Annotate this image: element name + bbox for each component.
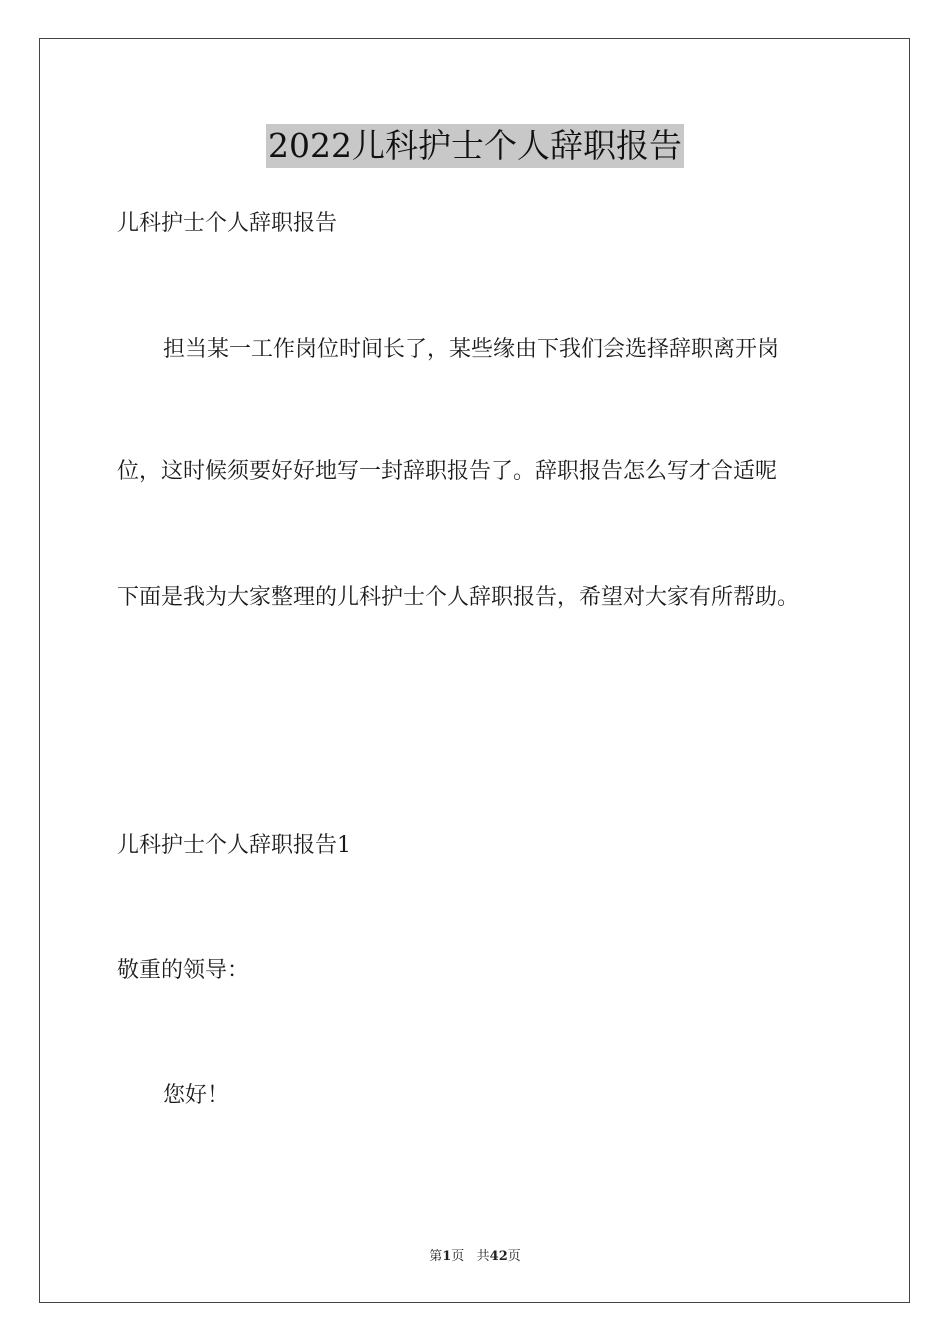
intro-line-2: 位，这时候须要好好地写一封辞职报告了。辞职报告怎么写才合适呢 <box>117 459 778 484</box>
intro-line-3: 下面是我为大家整理的儿科护士个人辞职报告，希望对大家有所帮助。 <box>117 585 800 610</box>
greeting: 您好！ <box>163 1083 230 1108</box>
title-container <box>0 124 950 168</box>
footer-total-pages: 42 <box>489 1249 508 1264</box>
footer-current-page: 1 <box>442 1249 452 1264</box>
footer-page-prefix: 第 <box>429 1249 443 1264</box>
salutation: 敬重的领导： <box>117 958 250 983</box>
document-title: 2022儿科护士个人辞职报告 <box>266 124 684 168</box>
page-footer <box>0 1248 950 1266</box>
document-subtitle: 儿科护士个人辞职报告 <box>117 211 338 236</box>
intro-line-1: 担当某一工作岗位时间长了，某些缘由下我们会选择辞职离开岗 <box>163 337 780 362</box>
footer-page-suffix: 页 <box>507 1249 521 1264</box>
footer-page-mid: 页 共 <box>451 1249 490 1264</box>
section-heading: 儿科护士个人辞职报告1 <box>117 833 351 858</box>
